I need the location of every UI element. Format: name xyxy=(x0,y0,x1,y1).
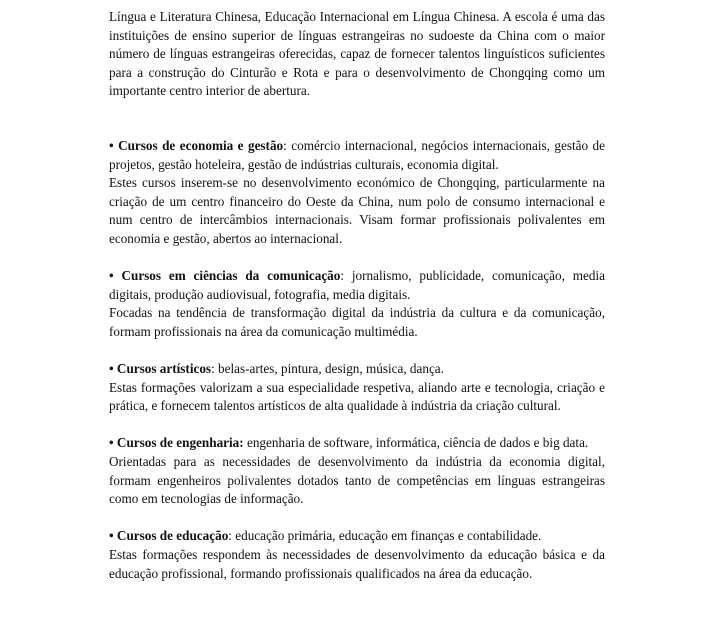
section-title: Cursos de engenharia: xyxy=(116,435,244,451)
section-course-list: : comércio internacional, negócios internacionais, gestão de projetos, gestão hoteleira, gestão de indústrias culturais, economia digital. xyxy=(109,137,605,172)
section-description: Estas formações respondem às necessidades de desenvolvimento da educação básica e da educação profissional, formando profissionais qualificados na área da educação. xyxy=(109,547,605,581)
section-description: Estas formações valorizam a sua especialidade respetiva, aliando arte e tecnologia, criação e prática, e fornecem talentos artísticos de alta qualidade à indústria da criação cultural. xyxy=(109,379,605,414)
section-course-list: : jornalismo, publicidade, comunicação, media digitais, produção audiovisual, fotografia, media digitais. xyxy=(109,268,605,302)
section-course-list: : belas-artes, pintura, design, música, dança. xyxy=(211,361,444,377)
section-description: Focadas na tendência de transformação digital da indústria da cultura e da comunicação, formam profissionais na área da comunicação multimédia. xyxy=(109,305,605,339)
section-economia-gestao xyxy=(109,137,605,249)
section-title: Cursos artísticos xyxy=(116,361,212,377)
section-heading xyxy=(109,137,605,174)
section-description: Orientadas para as necessidades de desenvolvimento da indústria da economia digital, formam engenheiros polivalentes dotados tanto de competências em línguas estrangeiras como em tecnologias de informação. xyxy=(109,454,605,507)
section-heading xyxy=(109,267,605,304)
bullet-marker: • xyxy=(109,361,114,377)
section-educacao xyxy=(109,527,605,583)
section-course-list: engenharia de software, informática, ciência de dados e big data. xyxy=(243,435,589,451)
bullet-marker: • xyxy=(109,268,114,284)
bullet-marker: • xyxy=(109,528,114,544)
section-heading xyxy=(109,360,605,379)
bullet-marker: • xyxy=(109,137,114,153)
section-course-list: : educação primária, educação em finanças e contabilidade. xyxy=(228,528,542,544)
section-heading xyxy=(109,527,605,546)
section-title: Cursos de economia e gestão xyxy=(118,137,284,153)
section-engenharia xyxy=(109,434,605,508)
intro-paragraph: Língua e Literatura Chinesa, Educação Internacional em Língua Chinesa. A escola é uma das instituições de ensino superior de línguas estrangeiras no sudoeste da China com o maior número de línguas estrangeiras oferecidas, capaz de fornecer talentos linguísticos suficientes para a construção do Cinturão e Rota e para o desenvolvimento de Chongqing como um importante centro interior de abertura. xyxy=(109,9,605,99)
section-heading xyxy=(109,434,605,453)
section-title: Cursos de educação xyxy=(116,528,229,544)
bullet-marker: • xyxy=(109,435,114,451)
section-description: Estes cursos inserem-se no desenvolvimento económico de Chongqing, particularmente na criação de um centro financeiro do Oeste da China, num polo de consumo internacional e num centro de intercâmbios internacionais. Visam formar profissionais polivalentes em economia e gestão, abertos ao internacional. xyxy=(109,175,605,246)
section-ciencias-comunicacao xyxy=(109,267,605,341)
document-body xyxy=(109,8,605,602)
section-artisticos xyxy=(109,360,605,416)
section-title: Cursos em ciências da comunicação xyxy=(121,268,341,284)
